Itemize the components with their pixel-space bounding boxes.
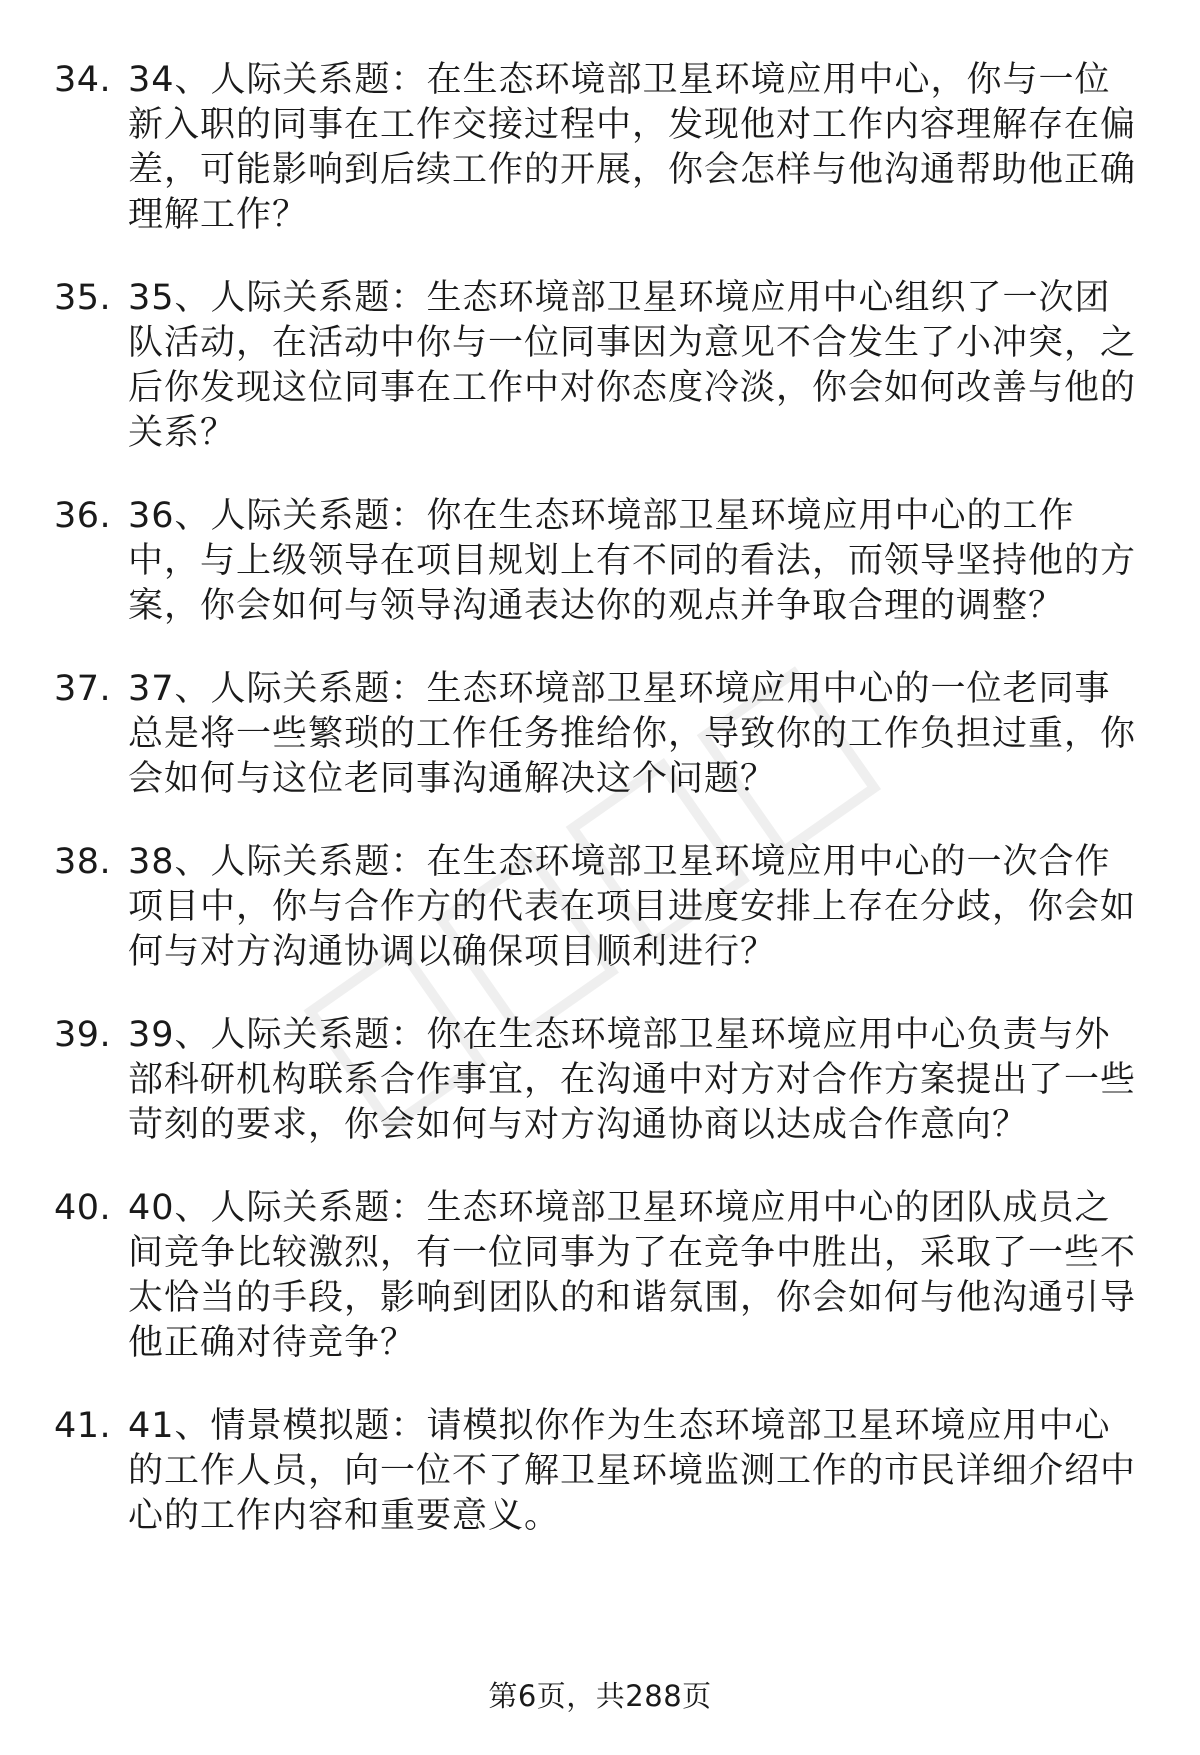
question-item	[0, 1013, 1200, 1148]
question-item	[0, 840, 1200, 975]
question-item	[0, 1186, 1200, 1366]
question-text: 41、情景模拟题：请模拟你作为生态环境部卫星环境应用中心的工作人员，向一位不了解卫星环境监测工作的市民详细介绍中心的工作内容和重要意义。	[128, 1406, 1137, 1536]
question-text: 36、人际关系题：你在生态环境部卫星环境应用中心的工作中，与上级领导在项目规划上有不同的看法，而领导坚持他的方案，你会如何与领导沟通表达你的观点并争取合理的调整？	[128, 496, 1137, 626]
question-number: 40.	[54, 1188, 112, 1228]
page-number-footer: 第6页，共288页	[488, 1679, 712, 1713]
question-text: 39、人际关系题：你在生态环境部卫星环境应用中心负责与外部科研机构联系合作事宜，在沟通中对方对合作方案提出了一些苛刻的要求，你会如何与对方沟通协商以达成合作意向？	[128, 1015, 1137, 1145]
question-number: 41.	[54, 1406, 112, 1446]
question-number: 35.	[54, 278, 112, 318]
question-text: 38、人际关系题：在生态环境部卫星环境应用中心的一次合作项目中，你与合作方的代表在项目进度安排上存在分歧，你会如何与对方沟通协调以确保项目顺利进行？	[128, 842, 1137, 972]
question-text: 40、人际关系题：生态环境部卫星环境应用中心的团队成员之间竞争比较激烈，有一位同事为了在竞争中胜出，采取了一些不太恰当的手段，影响到团队的和谐氛围，你会如何与他沟通引导他正确对待竞争？	[128, 1188, 1137, 1363]
question-item	[0, 58, 1200, 238]
question-item	[0, 276, 1200, 456]
question-text: 37、人际关系题：生态环境部卫星环境应用中心的一位老同事总是将一些繁琐的工作任务推给你，导致你的工作负担过重，你会如何与这位老同事沟通解决这个问题？	[128, 669, 1137, 799]
question-number: 39.	[54, 1015, 112, 1055]
question-text: 34、人际关系题：在生态环境部卫星环境应用中心，你与一位新入职的同事在工作交接过程中，发现他对工作内容理解存在偏差，可能影响到后续工作的开展，你会怎样与他沟通帮助他正确理解工作？	[128, 60, 1137, 235]
question-number: 34.	[54, 60, 112, 100]
question-number: 37.	[54, 669, 112, 709]
question-item	[0, 494, 1200, 629]
question-list	[0, 58, 1200, 1577]
question-number: 38.	[54, 842, 112, 882]
question-text: 35、人际关系题：生态环境部卫星环境应用中心组织了一次团队活动，在活动中你与一位同事因为意见不合发生了小冲突，之后你发现这位同事在工作中对你态度冷淡，你会如何改善与他的关系？	[128, 278, 1137, 453]
question-number: 36.	[54, 496, 112, 536]
question-item	[0, 1404, 1200, 1539]
question-item	[0, 667, 1200, 802]
